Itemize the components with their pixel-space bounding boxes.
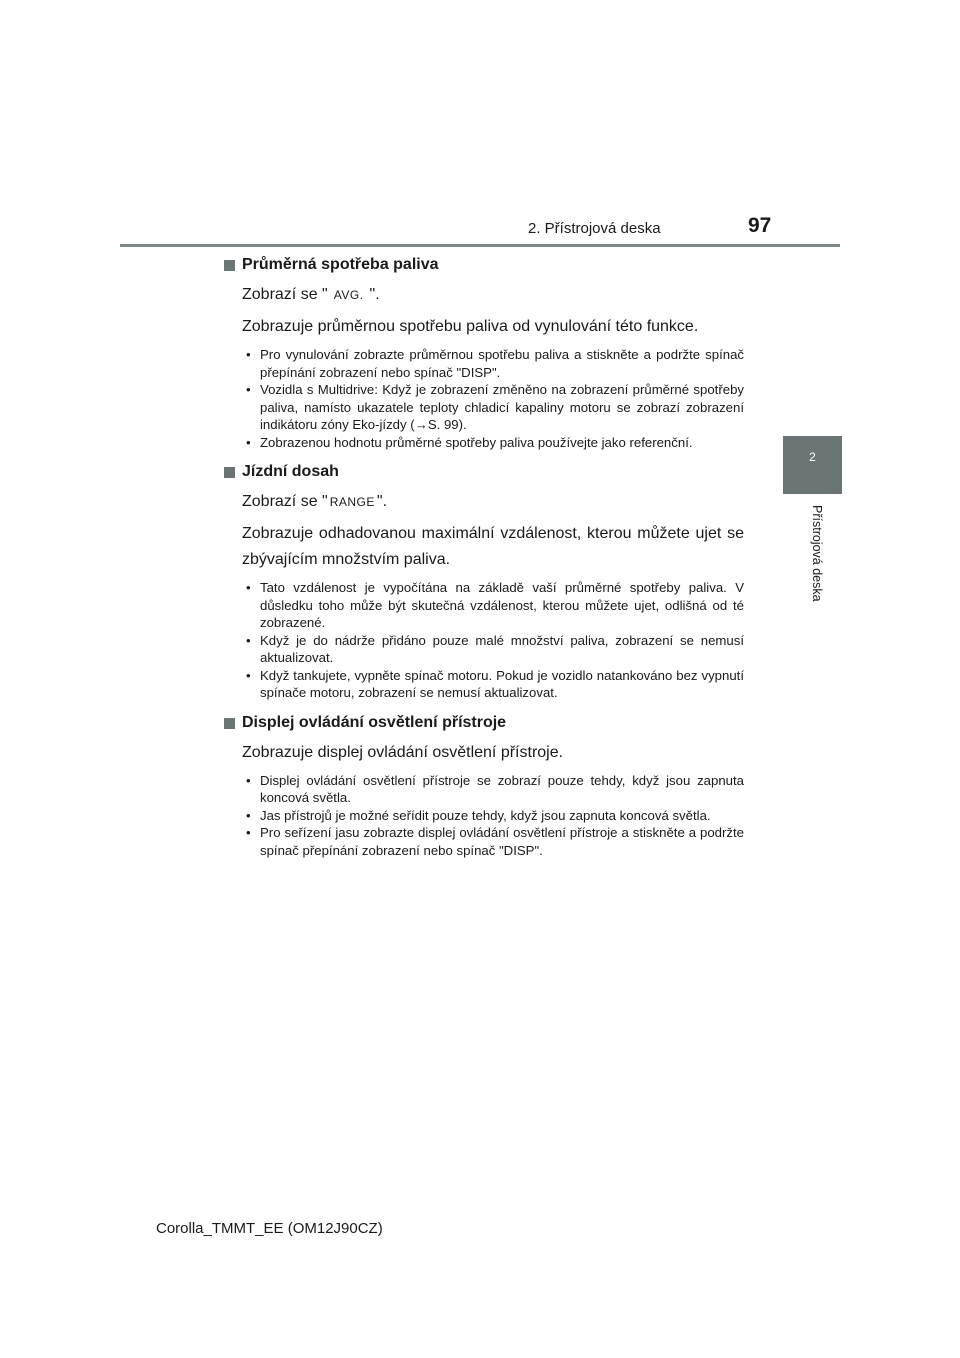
display-suffix: ". [376,493,388,510]
chapter-tab [783,436,842,494]
section-description: Zobrazuje odhadovanou maximální vzdálenost, kterou můžete ujet se zbývajícím množstvím paliva. [242,525,744,568]
note-list [242,346,744,451]
section-heading [224,461,744,483]
display-indicator-line [242,489,744,515]
chapter-tab-label: Přístrojová deska [810,505,824,602]
section-average-fuel-consumption [224,254,744,451]
section-heading [224,712,744,734]
note-item: • Když tankujete, vypněte spínač motoru. Pokud je vozidlo natankováno bez vypnutí spínače motoru, zobrazení se nemusí aktualizovat. [242,667,744,702]
note-item: • Jas přístrojů je možné seřídit pouze tehdy, když jsou zapnuta koncová světla. [242,807,744,825]
section-heading-text: Displej ovládání osvětlení přístroje [242,713,507,731]
header-divider [120,244,840,247]
square-bullet-icon [224,467,235,478]
range-display-symbol: RANGE [329,495,375,509]
display-indicator-line [242,282,744,308]
section-instrument-lighting-display [224,712,744,860]
section-heading-text: Průměrná spotřeba paliva [242,256,439,273]
section-heading-text: Jízdní dosah [242,463,339,480]
note-item: • Pro seřízení jasu zobrazte displej ovládání osvětlení přístroje a stiskněte a podržte spínač přepínání zobrazení nebo spínač "DISP". [242,824,744,859]
note-item: • Pro vynulování zobrazte průměrnou spotřebu paliva a stiskněte a podržte spínač přepínání zobrazení nebo spínač "DISP". [242,346,744,381]
note-item: • Když je do nádrže přidáno pouze malé množství paliva, zobrazení se nemusí aktualizovat. [242,632,744,667]
note-item: • Vozidla s Multidrive: Když je zobrazení změněno na zobrazení průměrné spotřeby paliva, namísto ukazatele teploty chladicí kapaliny motoru se zobrazí zobrazení indikátoru zóny Eko-jízdy (→S. 99). [242,381,744,434]
section-description: Zobrazuje průměrnou spotřebu paliva od vynulování této funkce. [242,318,699,335]
header-section-title: 2. Přístrojová deska [528,220,661,237]
note-item: • Displej ovládání osvětlení přístroje se zobrazí pouze tehdy, když jsou zapnuta koncová světla. [242,772,744,807]
section-driving-range [224,461,744,702]
note-item: • Tato vzdálenost je vypočítána na základě vaší průměrné spotřeby paliva. V důsledku toho může být skutečná vzdálenost, kterou můžete ujet, odlišná od té zobrazené. [242,579,744,632]
chapter-tab-number: 2 [809,450,816,464]
square-bullet-icon [224,260,235,271]
footer-document-code: Corolla_TMMT_EE (OM12J90CZ) [156,1220,383,1237]
display-suffix: ". [369,286,380,303]
section-description: Zobrazuje displej ovládání osvětlení přístroje. [242,743,564,761]
square-bullet-icon [224,718,235,729]
display-prefix: Zobrazí se " [242,493,328,510]
section-heading [224,254,744,276]
page-content [224,254,744,869]
avg-display-symbol: AVG. [333,288,364,302]
note-list [242,772,744,860]
display-prefix: Zobrazí se " [242,286,328,303]
page-number: 97 [748,214,772,237]
note-list [242,579,744,702]
note-item: • Zobrazenou hodnotu průměrné spotřeby paliva používejte jako referenční. [242,434,744,452]
